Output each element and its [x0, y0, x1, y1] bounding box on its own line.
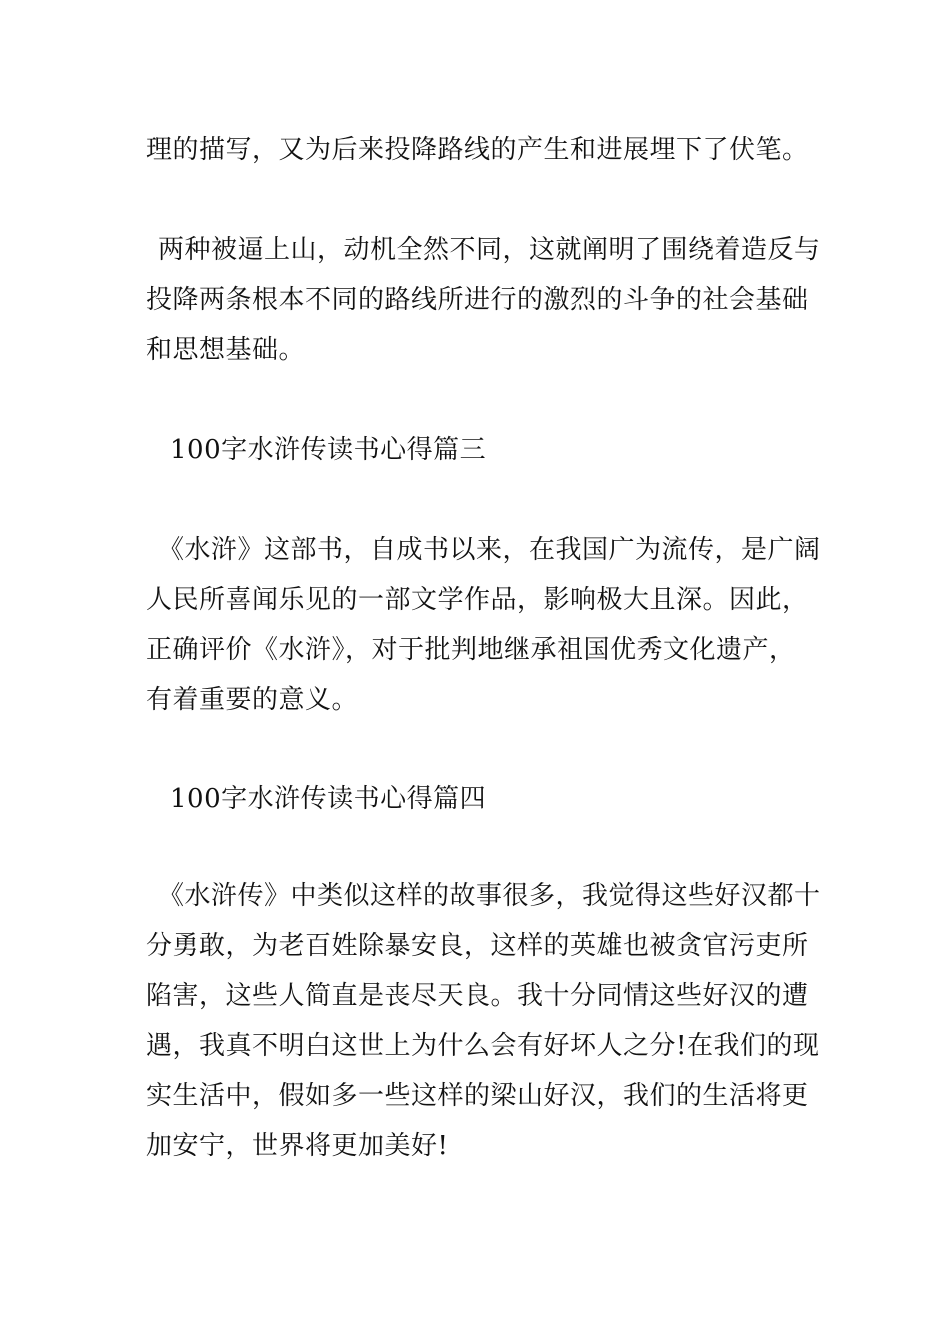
- paragraph-line: 有着重要的意义。: [146, 685, 359, 715]
- paragraph-line: 分勇敢，为老百姓除暴安良，这样的英雄也被贪官污吏所: [146, 931, 809, 961]
- paragraph-line: 投降两条根本不同的路线所进行的激烈的斗争的社会基础: [146, 285, 809, 315]
- paragraph-line: 《水浒传》中类似这样的故事很多，我觉得这些好汉都十: [158, 881, 821, 911]
- section-heading: 100字水浒传读书心得篇四: [170, 784, 487, 814]
- paragraph-line: 遇，我真不明白这世上为什么会有好坏人之分!在我们的现: [146, 1031, 820, 1061]
- paragraph-line: 和思想基础。: [146, 335, 306, 365]
- section-heading: 100字水浒传读书心得篇三: [170, 435, 487, 465]
- paragraph-line: 两种被逼上山，动机全然不同，这就阐明了围绕着造反与: [158, 235, 821, 265]
- paragraph-line: 加安宁，世界将更加美好!: [146, 1131, 449, 1161]
- paragraph-line: 人民所喜闻乐见的一部文学作品，影响极大且深。因此，: [146, 585, 809, 615]
- paragraph-line: 《水浒》这部书，自成书以来，在我国广为流传，是广阔: [158, 535, 821, 565]
- paragraph-line: 正确评价《水浒》，对于批判地继承祖国优秀文化遗产，: [146, 635, 796, 665]
- paragraph-line: 理的描写，又为后来投降路线的产生和进展埋下了伏笔。: [146, 135, 809, 165]
- paragraph-line: 陷害，这些人简直是丧尽天良。我十分同情这些好汉的遭: [146, 981, 809, 1011]
- paragraph-line: 实生活中，假如多一些这样的梁山好汉，我们的生活将更: [146, 1081, 809, 1111]
